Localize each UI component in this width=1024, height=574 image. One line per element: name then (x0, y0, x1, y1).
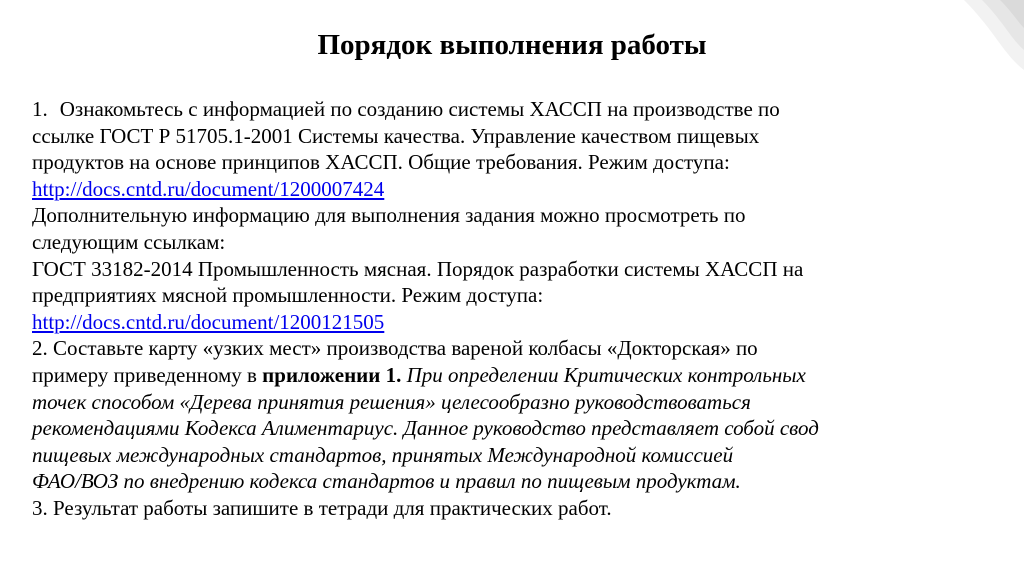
item-1-text: Ознакомьтесь с информацией по созданию системы ХАССП на производстве по (59, 97, 780, 121)
item-1-line-3: продуктов на основе принципов ХАССП. Общие требования. Режим доступа: (32, 150, 730, 175)
item-3-line-1: 3. Результат работы запишите в тетради для практических работ. (32, 495, 612, 520)
item-2-line-1: 2. Составьте карту «узких мест» производства вареной колбасы «Докторская» по (32, 336, 758, 361)
item-2-line-5: пищевых международных стандартов, принятых Международной комиссией (32, 442, 734, 467)
item-1-number: 1. (32, 97, 48, 121)
gost-51705-link[interactable]: http://docs.cntd.ru/document/1200007424 (32, 176, 385, 201)
slide-title: Порядок выполнения работы (317, 29, 707, 61)
item-1-line-1 (32, 96, 1002, 123)
item-1-line-7: предприятиях мясной промышленности. Режим доступа: (32, 283, 544, 308)
item-1-line-5: следующим ссылкам: (32, 229, 226, 254)
gost-33182-link[interactable]: http://docs.cntd.ru/document/1200121505 (32, 309, 385, 334)
item-1-link-line (32, 176, 1002, 203)
item-1-line-2: ссылке ГОСТ Р 51705.1-2001 Системы качества. Управление качеством пищевых (32, 123, 760, 148)
item-1-line-6: ГОСТ 33182-2014 Промышленность мясная. Порядок разработки системы ХАССП на (32, 256, 804, 281)
item-2-line-2 (32, 362, 1002, 389)
instructions-body (32, 96, 1002, 522)
item-2-line-3: точек способом «Дерева принятия решения» целесообразно руководствоваться (32, 389, 751, 414)
item-1-line-4: Дополнительную информацию для выполнения задания можно просмотреть по (32, 203, 746, 228)
item-2-line-4: рекомендациями Кодекса Алиментариус. Данное руководство представляет собой свод (32, 416, 819, 441)
item-2-period: . (396, 362, 407, 387)
item-2-line-6: ФАО/ВОЗ по внедрению кодекса стандартов и правил по пищевым продуктам. (32, 469, 741, 494)
item-2-regular-text: примеру приведенному в (32, 362, 263, 387)
item-2-italic-text: При определении Критических контрольных (406, 362, 806, 387)
item-1-link-line-2 (32, 309, 1002, 336)
appendix-reference: приложении 1 (262, 362, 397, 387)
